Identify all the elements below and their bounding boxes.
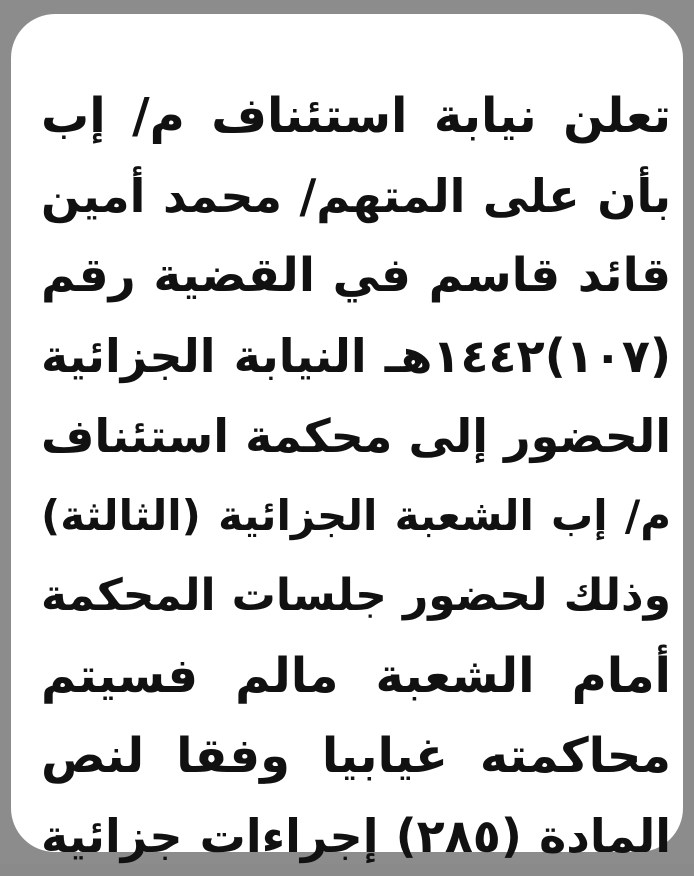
notice-card [11, 14, 683, 863]
notice-line: قائد قاسم في القضية رقم [41, 248, 671, 303]
notice-line: م/ إب الشعبة الجزائية (الثالثة) [41, 491, 671, 540]
notice-line: وذلك لحضور جلسات المحكمة [41, 570, 671, 621]
notice-line: الحضور إلى محكمة استئناف [41, 409, 671, 463]
notice-line: بأن على المتهم/ محمد أمين [41, 169, 671, 223]
notice-text [41, 76, 671, 876]
notice-line: محاكمته غيابيا وفقا لنص [41, 728, 671, 784]
notice-line: أمام الشعبة مالم فسيتم [41, 648, 671, 704]
notice-line: تعلن نيابة استئناف م/ إب [41, 88, 671, 144]
notice-line: (١٠٧)١٤٤٢هـ النيابة الجزائية [41, 329, 671, 383]
notice-line: المادة (٢٨٥) إجراءات جزائية [41, 809, 671, 863]
